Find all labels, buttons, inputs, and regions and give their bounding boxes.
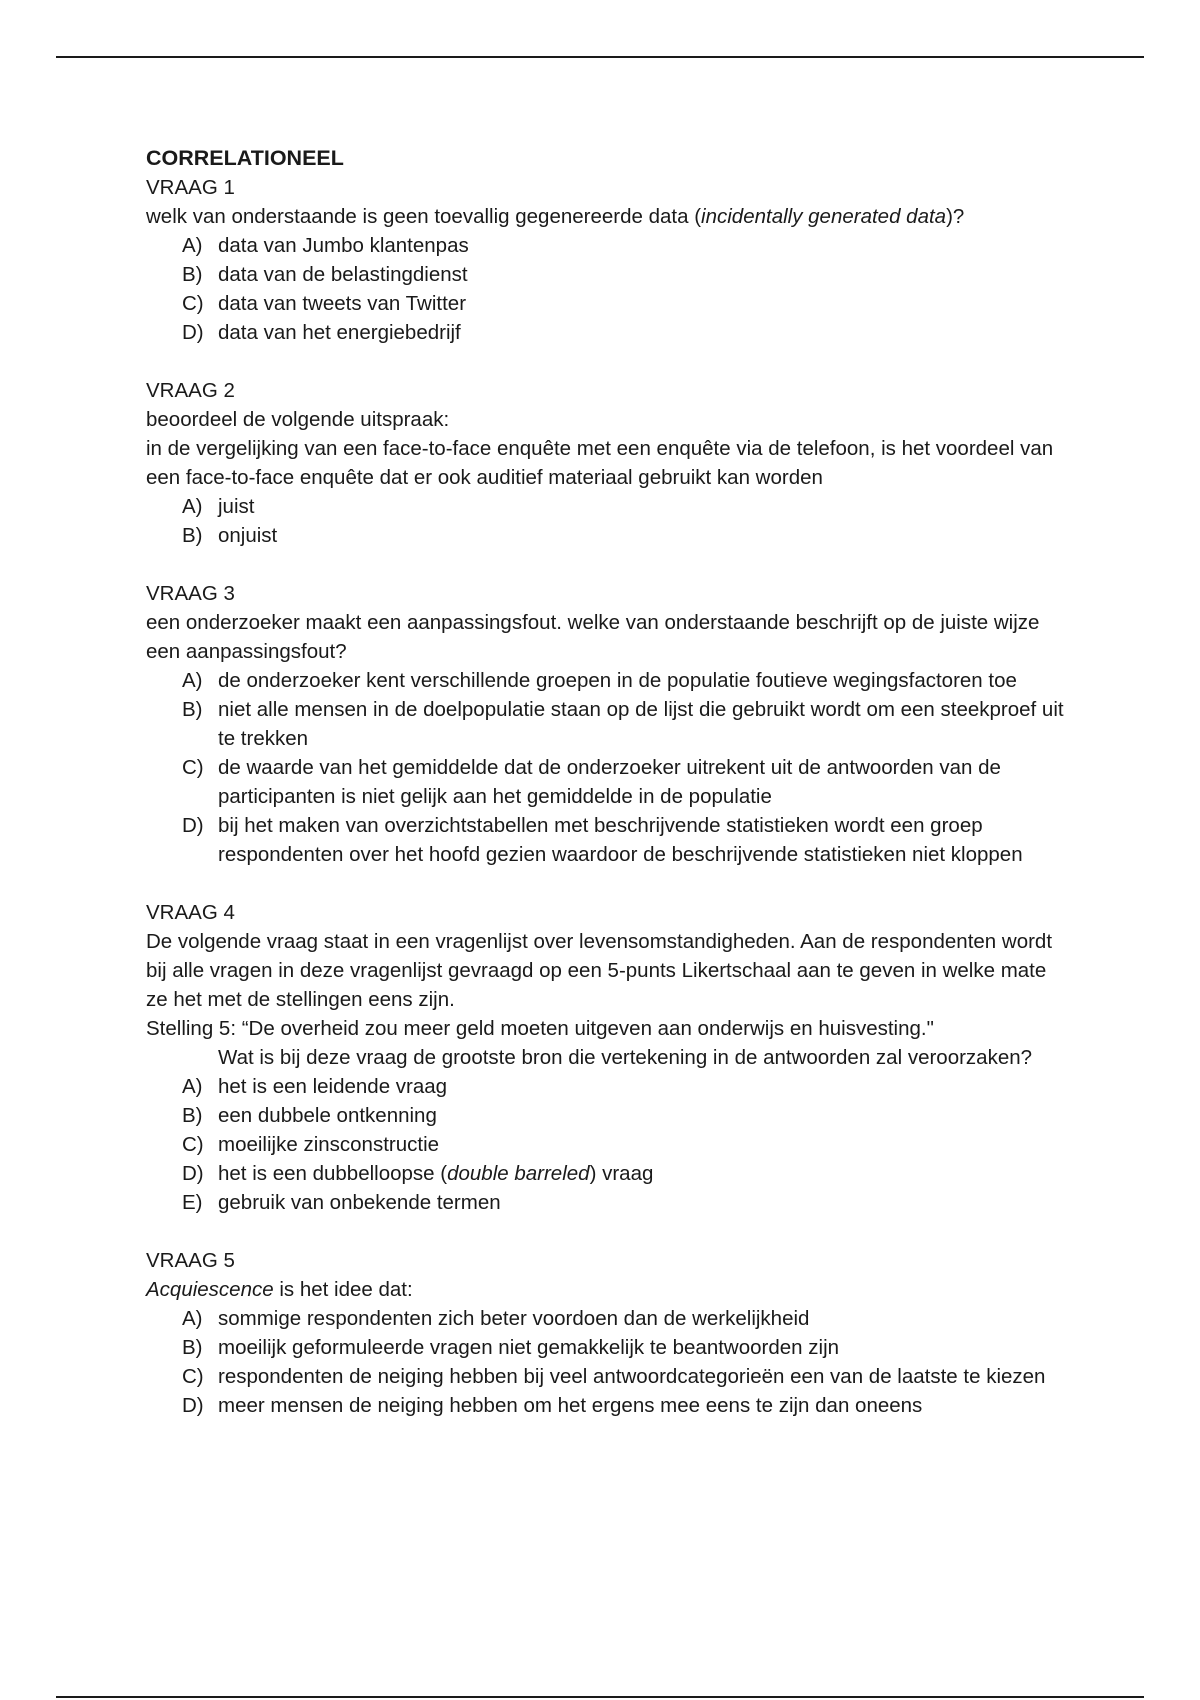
section-title: CORRELATIONEEL (146, 146, 344, 170)
question-text: De volgende vraag staat in een vragenlijst over levensomstandigheden. Aan de respondenten wordt bij alle vragen in deze vragenlijst gevraagd op een 5-punts Likertschaal aan te geven in welke mate ze het met de stellingen eens zijn. (146, 930, 1053, 1011)
question-text: beoordeel de volgende uitspraak: (146, 408, 450, 431)
answer-option-b: B) onjuist (182, 524, 278, 547)
question-text: Acquiescence is het idee dat: (146, 1278, 413, 1301)
answer-options (146, 492, 1066, 550)
answer-option-a: A) juist (182, 495, 255, 518)
answer-option-a: A) data van Jumbo klantenpas (182, 234, 469, 257)
answer-option-c: C) data van tweets van Twitter (182, 292, 467, 315)
answer-option-c: C) respondenten de neiging hebben bij veel antwoordcategorieën een van de laatste te kiezen (182, 1365, 1046, 1388)
header-rule (56, 56, 1144, 58)
question-label: VRAAG 1 (146, 176, 235, 199)
question-prompt: Wat is bij deze vraag de grootste bron die vertekening in de antwoorden zal veroorzaken? (218, 1046, 1033, 1069)
question-5 (146, 1246, 1066, 1420)
question-4 (146, 898, 1066, 1217)
question-3 (146, 579, 1066, 869)
answer-options (146, 231, 1066, 347)
question-label: VRAAG 5 (146, 1249, 235, 1272)
question-label: VRAAG 3 (146, 582, 235, 605)
question-label: VRAAG 2 (146, 379, 235, 402)
answer-option-c: C) moeilijke zinsconstructie (182, 1133, 440, 1156)
document-body (146, 143, 1066, 1420)
answer-option-b: B) data van de belastingdienst (182, 263, 468, 286)
question-statement: Stelling 5: “De overheid zou meer geld moeten uitgeven aan onderwijs en huisvesting." (146, 1017, 934, 1040)
answer-option-b: B) niet alle mensen in de doelpopulatie staan op de lijst die gebruikt wordt om een steekproef uit te trekken (182, 698, 1064, 750)
answer-options (146, 1072, 1066, 1217)
answer-option-d: D) meer mensen de neiging hebben om het ergens mee eens te zijn dan oneens (182, 1394, 923, 1417)
footer-rule (56, 1696, 1144, 1698)
answer-option-e: E) gebruik van onbekende termen (182, 1191, 501, 1214)
question-text: een onderzoeker maakt een aanpassingsfout. welke van onderstaande beschrijft op de juiste wijze een aanpassingsfout? (146, 611, 1040, 663)
answer-option-d: D) het is een dubbelloopse (double barreled) vraag (182, 1162, 654, 1185)
question-1 (146, 173, 1066, 347)
question-label: VRAAG 4 (146, 901, 235, 924)
question-2 (146, 376, 1066, 550)
answer-options (146, 666, 1066, 869)
answer-option-a: A) de onderzoeker kent verschillende groepen in de populatie foutieve wegingsfactoren toe (182, 669, 1017, 692)
answer-option-a: A) sommige respondenten zich beter voordoen dan de werkelijkheid (182, 1307, 810, 1330)
answer-option-d: D) bij het maken van overzichtstabellen met beschrijvende statistieken wordt een groep respondenten over het hoofd gezien waardoor de beschrijvende statistieken niet kloppen (182, 814, 1023, 866)
question-text: in de vergelijking van een face-to-face enquête met een enquête via de telefoon, is het voordeel van een face-to-face enquête dat er ook auditief materiaal gebruikt kan worden (146, 437, 1054, 489)
answer-option-b: B) moeilijk geformuleerde vragen niet gemakkelijk te beantwoorden zijn (182, 1336, 840, 1359)
answer-option-a: A) het is een leidende vraag (182, 1075, 448, 1098)
answer-options (146, 1304, 1066, 1420)
answer-option-c: C) de waarde van het gemiddelde dat de onderzoeker uitrekent uit de antwoorden van de participanten is niet gelijk aan het gemiddelde in de populatie (182, 756, 1001, 808)
answer-option-d: D) data van het energiebedrijf (182, 321, 461, 344)
question-text: welk van onderstaande is geen toevallig gegenereerde data (incidentally generated data)? (146, 205, 965, 228)
answer-option-b: B) een dubbele ontkenning (182, 1104, 437, 1127)
